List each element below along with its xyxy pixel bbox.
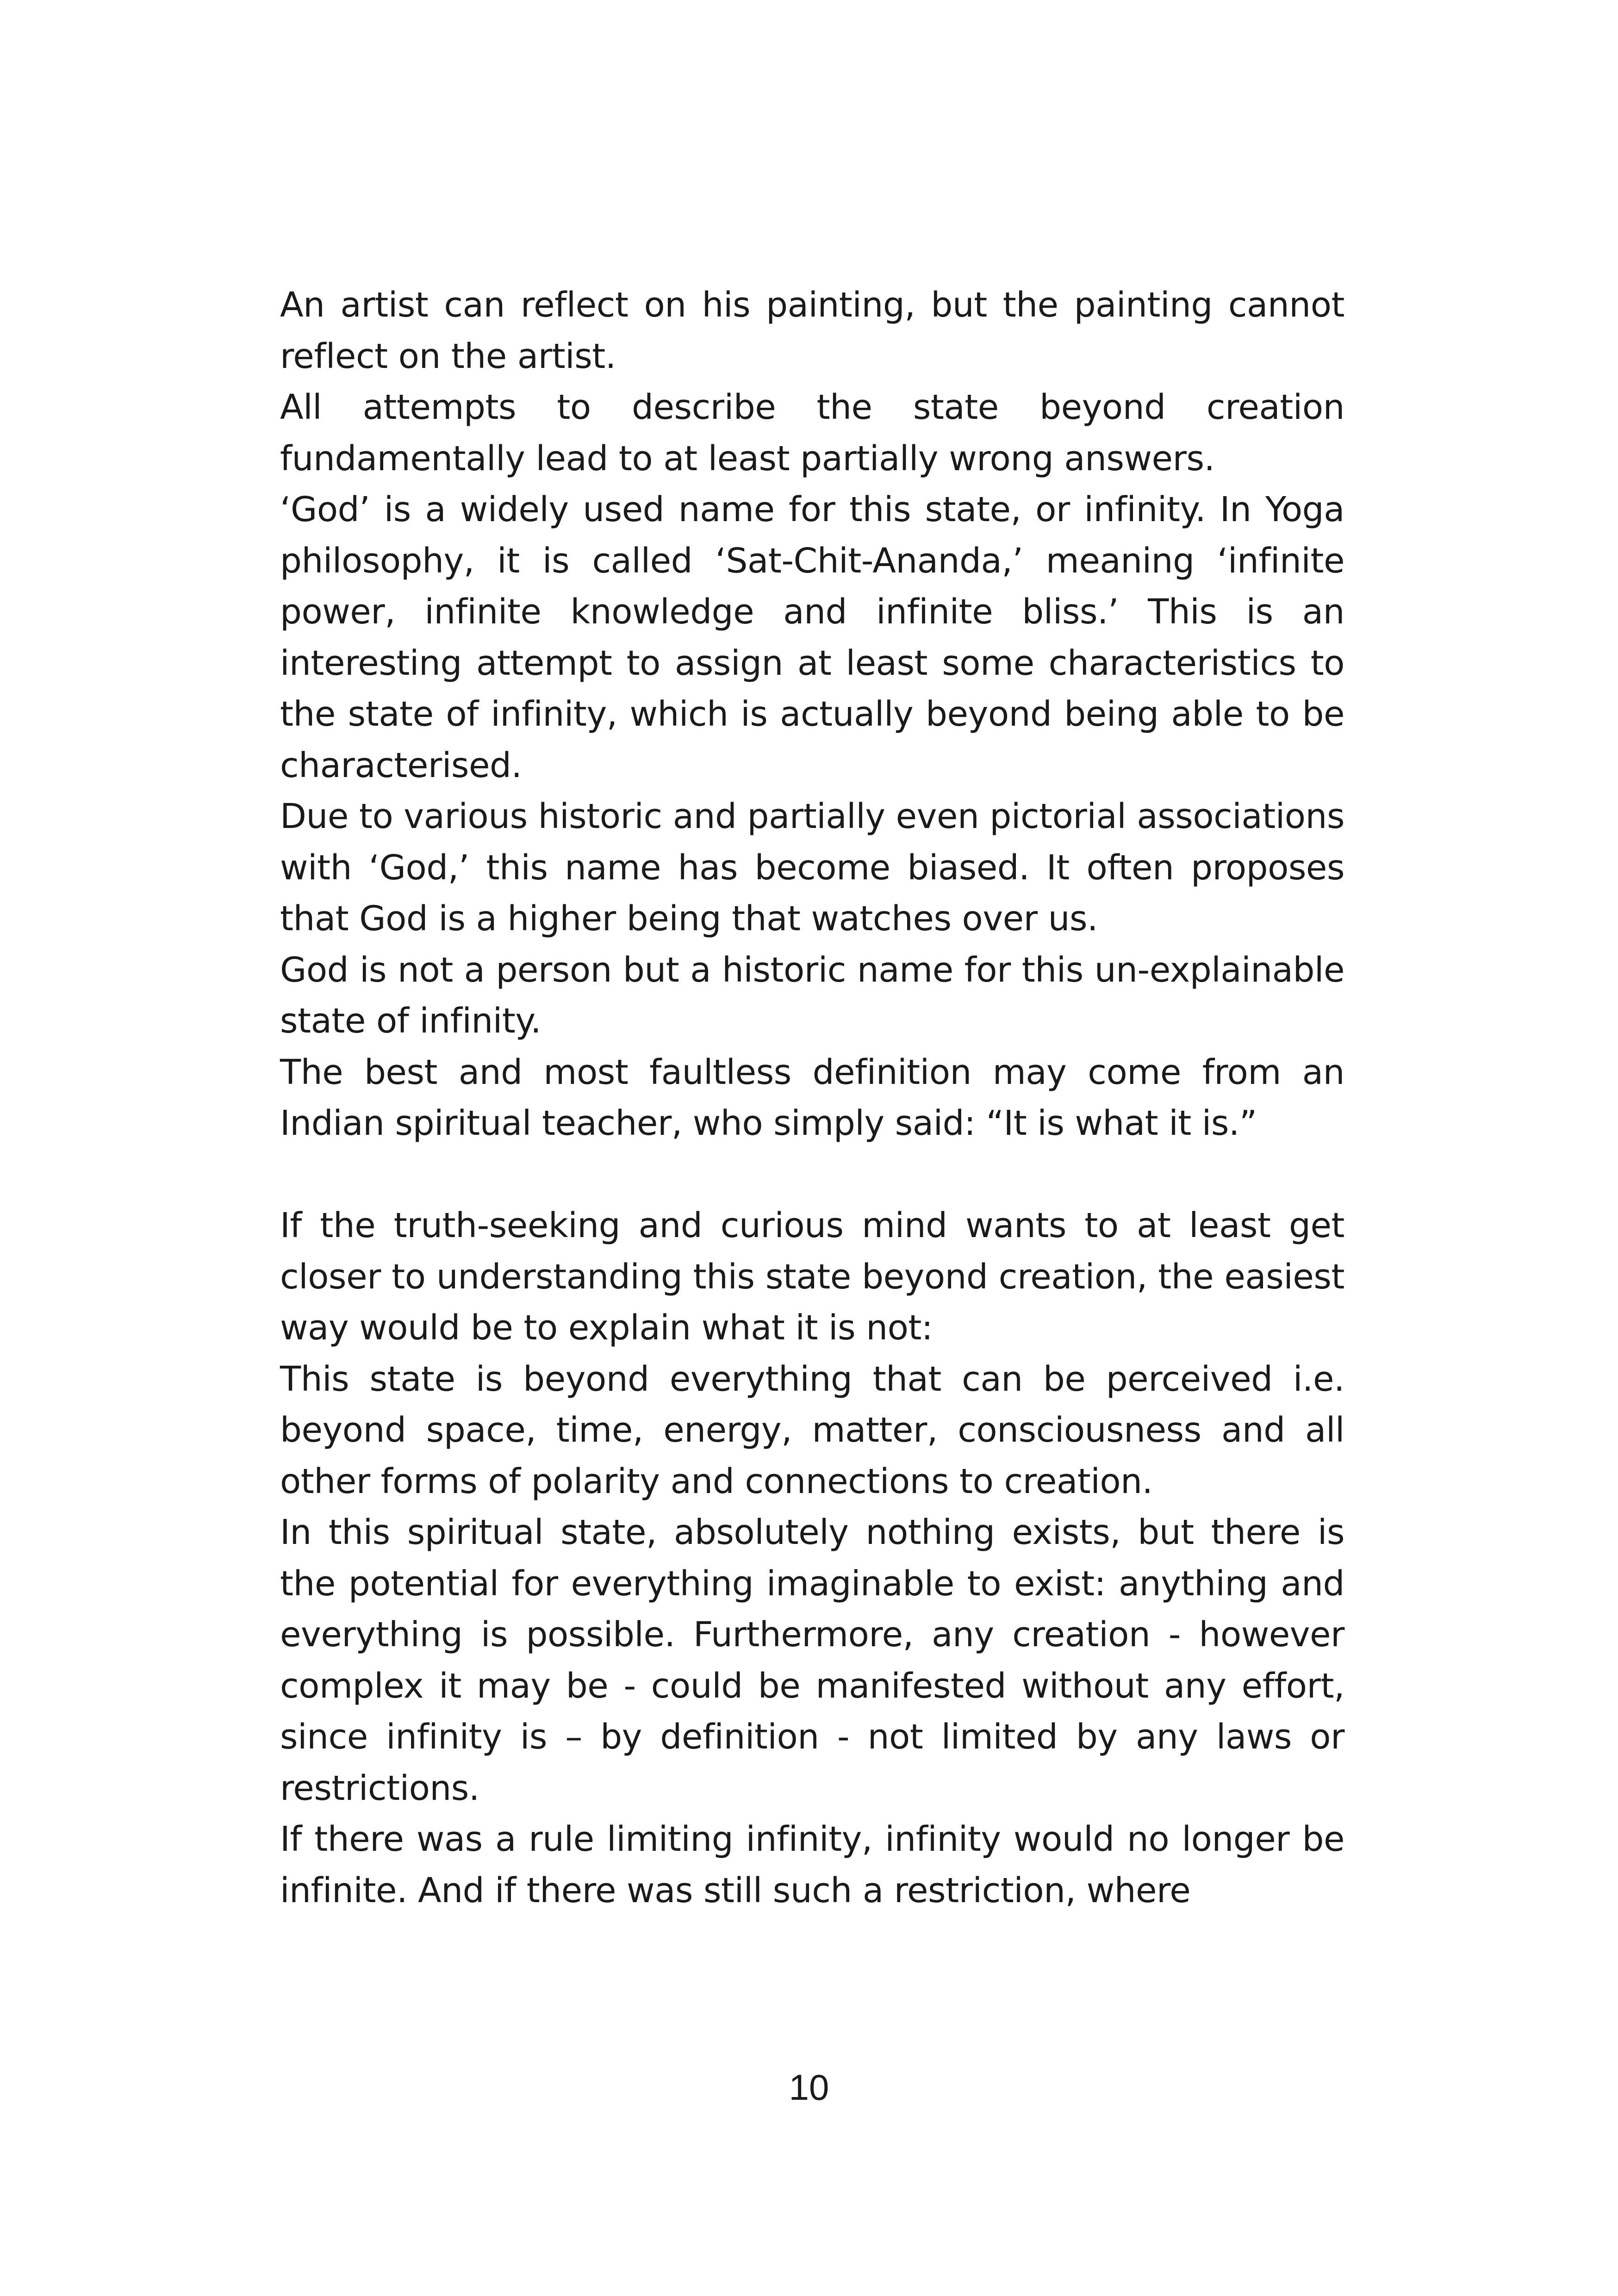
body-text — [280, 280, 1344, 1916]
paragraph-beyond-everything: This state is beyond everything that can be perceived i.e. beyond space, time, energy, matter, consciousness and all other forms of polarity and connections to creation. — [280, 1359, 1344, 1501]
paragraph-gap — [280, 1149, 1344, 1201]
paragraph-attempts-describe: All attempts to describe the state beyond creation fundamentally lead to at least partially wrong answers. — [280, 387, 1344, 479]
paragraph-god-not-person: God is not a person but a historic name for this un-explainable state of infinity. — [280, 950, 1344, 1041]
paragraph-best-definition: The best and most faultless definition may come from an Indian spiritual teacher, who simply said: “It is what it is.” — [280, 1052, 1344, 1143]
paragraph-artist-reflection: An artist can reflect on his painting, but the painting cannot reflect on the artist. — [280, 285, 1344, 376]
paragraph-rule-limiting: If there was a rule limiting infinity, infinity would no longer be infinite. And if there was still such a restriction, where — [280, 1819, 1344, 1910]
paragraph-god-name: ‘God’ is a widely used name for this state, or infinity. In Yoga philosophy, it is called ‘Sat-Chit-Ananda,’ meaning ‘infinite power, infinite knowledge and infinite bliss.’ This is an interesting attempt to assign at least some characteristics to the state of infinity, which is actually beyond being able to be characterised. — [280, 490, 1344, 785]
paragraph-spiritual-state: In this spiritual state, absolutely nothing exists, but there is the potential for everything imaginable to exist: anything and everything is possible. Furthermore, any creation - however complex it may be - could be manifested without any effort, since infinity is – by definition - not limited by any laws or restrictions. — [280, 1512, 1344, 1808]
paragraph-historic-associations: Due to various historic and partially even pictorial associations with ‘God,’ this name has become biased. It often proposes that God is a higher being that watches over us. — [280, 796, 1344, 939]
page-number: 10 — [789, 2067, 829, 2108]
paragraph-truth-seeking: If the truth-seeking and curious mind wants to at least get closer to understanding this state beyond creation, the easiest way would be to explain what it is not: — [280, 1206, 1344, 1348]
